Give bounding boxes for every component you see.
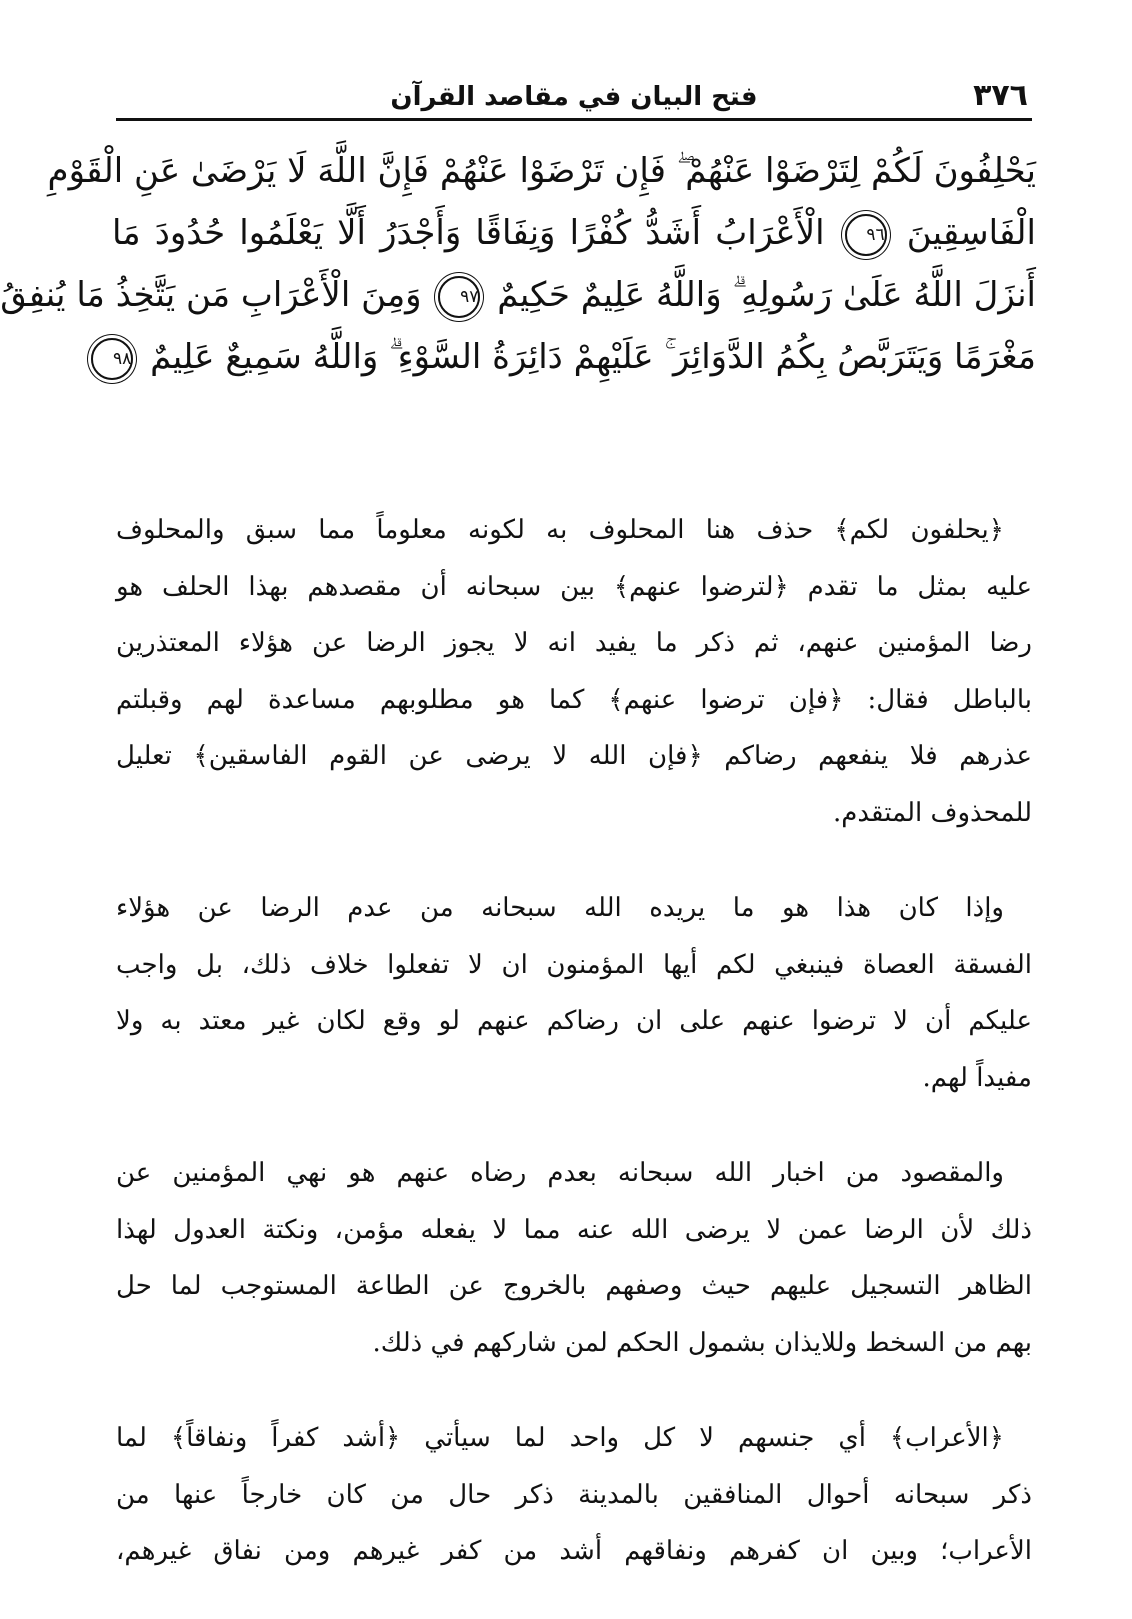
text-line: الفسقة العصاة فينبغي لكم أيها المؤمنون ان لا تفعلوا خلاف ذلك، بل واجب <box>116 949 1032 980</box>
paragraph <box>116 502 1032 841</box>
paragraph <box>116 1145 1032 1371</box>
quran-line <box>112 202 1036 264</box>
quran-text-part: مَغْرَمًا وَيَتَرَبَّصُ بِكُمُ الدَّوَائِرَ ۚ عَلَيْهِمْ دَائِرَةُ السَّوْءِ ۗ وَاللَّهُ سَمِيعٌ عَلِيمٌ <box>150 337 1036 377</box>
text-line: ذلك لأن الرضا عمن لا يرضى الله عنه مما لا يفعله مؤمن، ونكتة العدول لهذا <box>116 1214 1032 1245</box>
text-line: الظاهر التسجيل عليهم حيث وصفهم بالخروج عن الطاعة المستوجب لما حل <box>116 1271 1032 1301</box>
quran-line <box>0 264 1036 326</box>
ayah-number-marker: ٩٧ <box>438 276 480 318</box>
quran-text-part: الْأَعْرَابُ أَشَدُّ كُفْرًا وَنِفَاقًا وَأَجْدَرُ أَلَّا يَعْلَمُوا حُدُودَ مَا <box>112 213 825 253</box>
quran-text-part: أَنزَلَ اللَّهُ عَلَىٰ رَسُولِهِ ۗ وَاللَّهُ عَلِيمٌ حَكِيمٌ <box>497 275 1036 315</box>
quran-line <box>112 326 1036 388</box>
quran-text: يَحْلِفُونَ لَكُمْ لِتَرْضَوْا عَنْهُمْ ۖ فَإِن تَرْضَوْا عَنْهُمْ فَإِنَّ اللَّهَ لَا يَرْضَىٰ عَنِ الْقَوْمِ <box>47 151 1036 191</box>
book-title: فتح البيان في مقاصد القرآن <box>390 82 758 112</box>
text-line: الأعراب؛ وبين ان كفرهم ونفاقهم أشد من كفر غيرهم ومن نفاق غيرهم، <box>116 1536 1032 1566</box>
page-number: ٣٧٦ <box>973 78 1028 113</box>
text-line: بهم من السخط وللايذان بشمول الحكم لمن شاركهم في ذلك. <box>372 1327 1032 1358</box>
quran-text-part: الْفَاسِقِينَ <box>906 213 1036 253</box>
quran-verses <box>0 140 1036 388</box>
page-header <box>116 76 1032 121</box>
paragraph <box>116 880 1032 1106</box>
quran-line <box>47 140 1036 202</box>
text-line: ﴿الأعراب﴾ أي جنسهم لا كل واحد لما سيأتي ﴿أشد كفراً ونفاقاً﴾ لما <box>116 1423 1004 1453</box>
text-line: عليه بمثل ما تقدم ﴿لترضوا عنهم﴾ بين سبحانه أن مقصدهم بهذا الحلف هو <box>116 571 1032 602</box>
text-line: رضا المؤمنين عنهم، ثم ذكر ما يفيد انه لا يجوز الرضا عن هؤلاء المعتذرين <box>116 628 1032 658</box>
text-line: مفيداً لهم. <box>922 1062 1032 1093</box>
text-line: ﴿يحلفون لكم﴾ حذف هنا المحلوف به لكونه معلوماً مما سبق والمحلوف <box>116 515 1004 545</box>
commentary-text <box>116 502 1032 1619</box>
text-line: عذرهم فلا ينفعهم رضاكم ﴿فإن الله لا يرضى عن القوم الفاسقين﴾ تعليل <box>116 741 1032 771</box>
quran-text-part: وَمِنَ الْأَعْرَابِ مَن يَتَّخِذُ مَا يُنفِقُ <box>0 275 422 315</box>
text-line: ذكر سبحانه أحوال المنافقين بالمدينة ذكر حال من كان خارجاً عنها من <box>116 1479 1032 1510</box>
text-line: للمحذوف المتقدم. <box>833 797 1032 828</box>
ayah-number-marker: ٩٨ <box>91 338 133 380</box>
text-line: والمقصود من اخبار الله سبحانه بعدم رضاه عنهم هو نهي المؤمنين عن <box>116 1158 1004 1188</box>
ayah-number-marker: ٩٦ <box>845 214 887 256</box>
text-line: وإذا كان هذا هو ما يريده الله سبحانه من عدم الرضا عن هؤلاء <box>116 893 1004 923</box>
paragraph <box>116 1410 1032 1580</box>
text-line: بالباطل فقال: ﴿فإن ترضوا عنهم﴾ كما هو مطلوبهم مساعدة لهم وقبلتم <box>116 684 1032 715</box>
text-line: عليكم أن لا ترضوا عنهم على ان رضاكم عنهم لو وقع لكان غير معتد به ولا <box>116 1006 1032 1036</box>
